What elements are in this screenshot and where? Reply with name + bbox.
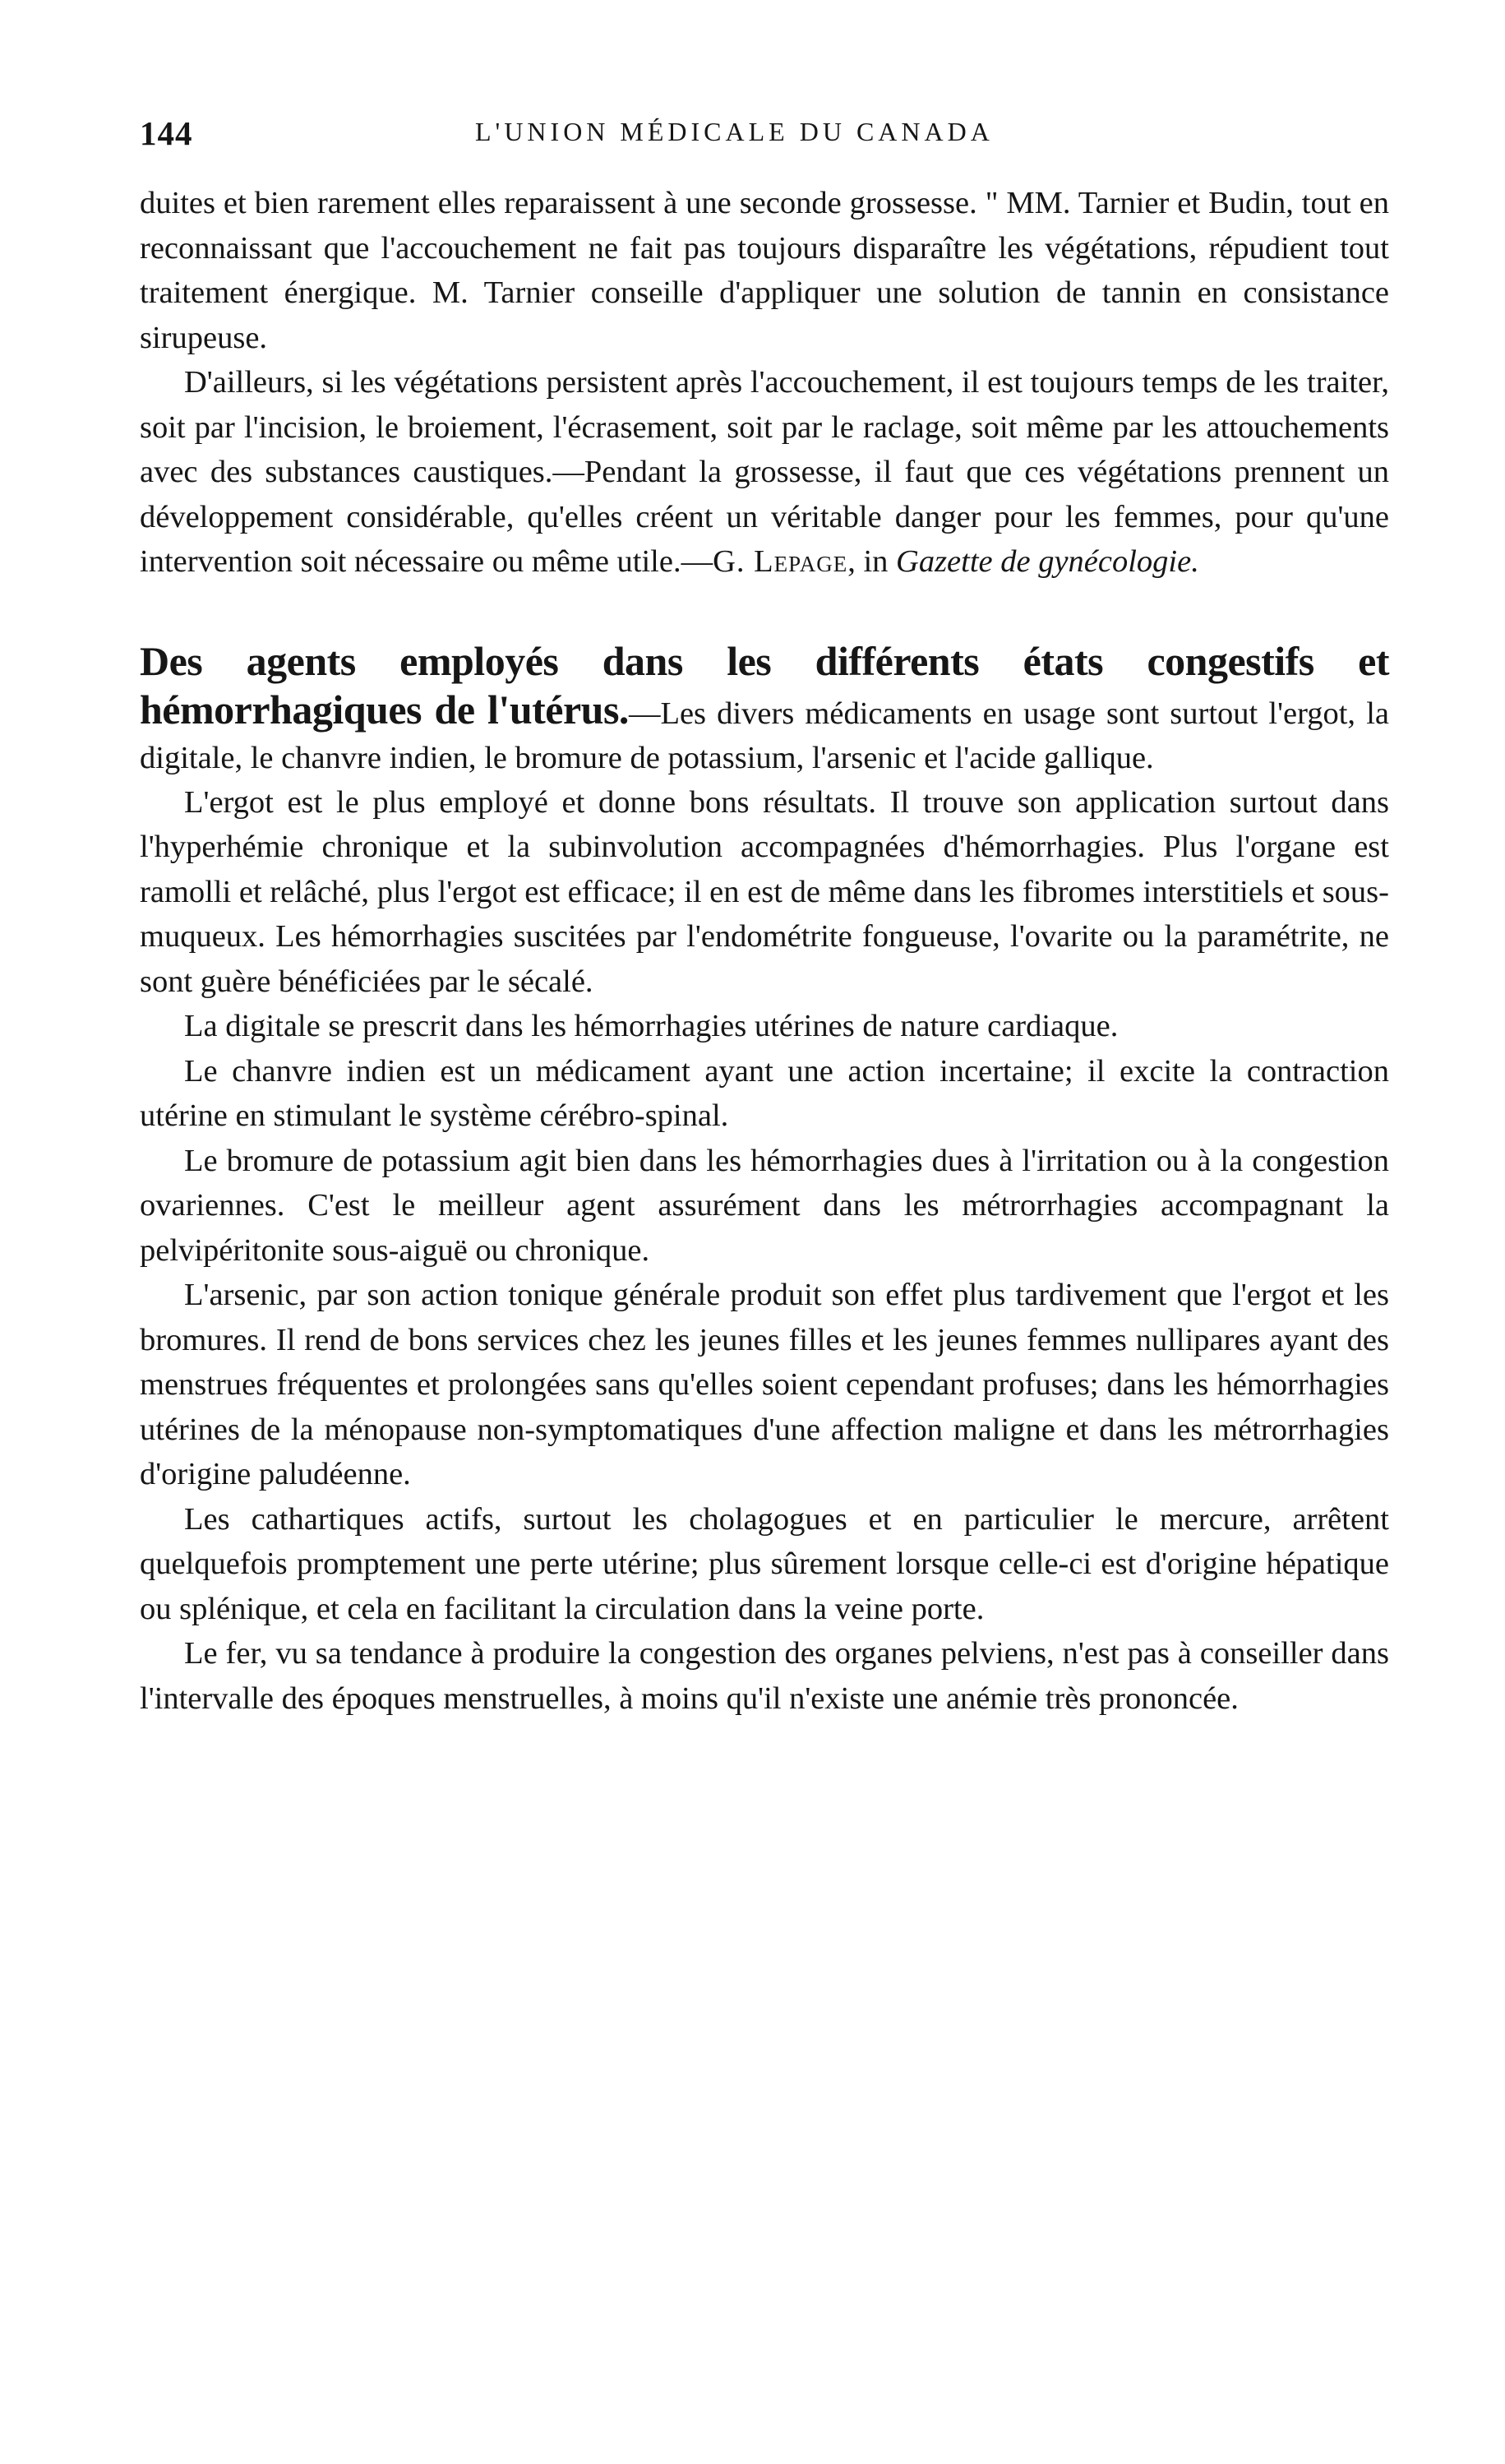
article-title: Des agents employés dans les différents états congestifs et hémorrhagiques de l'utérus.: [140, 637, 1389, 733]
signature-in: , in: [847, 544, 897, 579]
body-text: [140, 181, 1389, 1721]
paragraph-cathartiques: Les cathartiques actifs, surtout les cholagogues et en particulier le mercure, arrêtent quelquefois promptement une perte utérine; plus sûrement lorsque celle-ci est d'origine hépatique ou splénique, et cela en facilitant la circulation dans la veine porte.: [140, 1501, 1389, 1626]
paragraph-ergot: L'ergot est le plus employé et donne bons résultats. Il trouve son application surtout dans l'hyperhémie chronique et la subinvolution accompagnées d'hémorrhagies. Plus l'organe est ramolli et relâché, plus l'ergot est efficace; il en est de même dans les fibromes interstitiels et sous-muqueux. Les hémorrhagies suscitées par l'endométrite fongueuse, l'ovarite ou la paramétrite, ne sont guère bénéficiées par le sécalé.: [140, 784, 1389, 999]
closing-paragraph: [140, 360, 1389, 585]
article: [140, 639, 1389, 1722]
running-header: [140, 113, 1373, 163]
paragraph-fer: Le fer, vu sa tendance à produire la congestion des organes pelviens, n'est pas à conseiller dans l'intervalle des époques menstruelles, à moins qu'il n'existe une anémie très prononcée.: [140, 1636, 1389, 1716]
journal-title: L'UNION MÉDICALE DU CANADA: [475, 117, 994, 146]
continued-paragraph: duites et bien rarement elles reparaissent à une seconde grossesse. " MM. Tarnier et Budin, tout en reconnaissant que l'accouchement ne fait pas toujours disparaître les végétations, répudient tout traitement énergique. M. Tarnier conseille d'appliquer une solution de tannin en consistance sirupeuse.: [140, 186, 1389, 355]
article-lead-text: —Les divers médicaments en usage sont surtout l'ergot, la digitale, le chanvre indien, le bromure de potassium, l'arsenic et l'acide gallique.: [140, 696, 1389, 775]
page-number: 144: [140, 114, 193, 152]
article-lead-paragraph: [140, 639, 1389, 780]
paragraph-arsenic: L'arsenic, par son action tonique générale produit son effet plus tardivement que l'ergot et les bromures. Il rend de bons services chez les jeunes filles et les jeunes femmes nullipares ayant des menstrues fréquentes et prolongées sans qu'elles soient cependant profuses; dans les hémorrhagies utérines de la ménopause non-symptomatiques d'une affection maligne et dans les métrorrhagies d'origine paludéenne.: [140, 1278, 1389, 1491]
paragraph-digitale: La digitale se prescrit dans les hémorrhagies utérines de nature cardiaque.: [184, 1009, 1119, 1043]
closing-paragraph-text: D'ailleurs, si les végétations persistent après l'accouchement, il est toujours temps de les traiter, soit par l'incision, le broiement, l'écrasement, soit par le raclage, soit même par les attouchements avec des substances caustiques.—Pendant la grossesse, il faut que ces végétations prennent un développement considérable, qu'elles créent un véritable danger pour les femmes, pour qu'une intervention soit nécessaire ou même utile.—: [140, 365, 1389, 579]
signature-author: G. Lepage: [713, 544, 848, 579]
paragraph-chanvre: Le chanvre indien est un médicament ayant une action incertaine; il excite la contraction utérine en stimulant le système cérébro-spinal.: [140, 1053, 1389, 1133]
paragraph-bromure: Le bromure de potassium agit bien dans les hémorrhagies dues à l'irritation ou à la congestion ovariennes. C'est le meilleur agent assurément dans les métrorrhagies accompagnant la pelvipéritonite sous-aiguë ou chronique.: [140, 1143, 1389, 1268]
signature-source: Gazette de gynécologie.: [896, 544, 1199, 579]
